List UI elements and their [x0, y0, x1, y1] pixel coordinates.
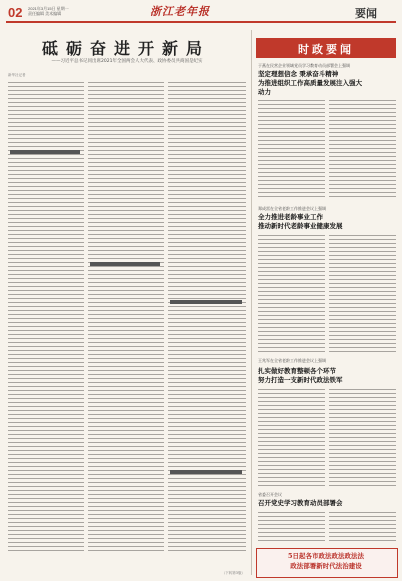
lead-subtitle: ——习近平总书记同出席2021年全国两会人大代表、政协委员共商国是纪实	[51, 59, 203, 64]
sidebar-article-body	[329, 235, 396, 353]
sidebar-article-title	[258, 367, 396, 385]
masthead-info	[28, 6, 69, 16]
sidebar-article-kicker: 郑成雷在全省老龄工作推进会议上强调	[258, 206, 326, 211]
lead-section-head	[90, 262, 160, 266]
newspaper-logo: 浙江老年报	[150, 5, 210, 18]
title-line: 召开党史学习教育动员部署会	[258, 499, 343, 507]
title-line: 推动新时代老龄事业健康发展	[258, 222, 343, 230]
sidebar-article-body	[329, 389, 396, 487]
masthead	[0, 0, 402, 22]
lead-section-head	[170, 470, 242, 474]
sidebar-article-body	[329, 100, 396, 200]
lead-headline: 砥砺奋进开新局	[41, 39, 210, 58]
masthead-editor: 责任编辑 美术编辑	[28, 11, 62, 16]
masthead-rule	[6, 21, 396, 23]
sidebar-banner-title: 时政要闻	[298, 43, 354, 56]
ad-line: 5日起各市政法政法政法法	[287, 552, 365, 560]
lead-section-head	[170, 300, 242, 304]
column-divider	[251, 30, 252, 575]
section-title: 要闻	[355, 7, 377, 20]
sidebar-article-kicker: 于燕在民营企业领域党员学习教育动员部署会上强调	[258, 63, 350, 68]
ad-line: 政法部署新时代法治建设	[290, 562, 362, 570]
title-line: 为推进组织工作高质量发展注入强大	[258, 79, 362, 87]
title-line: 努力打造一支新时代政法铁军	[258, 376, 343, 384]
ad-text	[258, 551, 394, 571]
title-line: 扎实做好教育整顿各个环节	[258, 367, 336, 375]
sidebar-article-body	[329, 512, 396, 544]
sidebar-article-title	[258, 213, 396, 231]
title-line: 坚定理想信念 秉承奋斗精神	[258, 70, 339, 78]
lead-column-2	[88, 82, 164, 552]
masthead-date: 2021年3月15日 星期一	[28, 6, 69, 11]
sidebar-article-kicker: 王兆军在全省老龄工作推进会议上强调	[258, 358, 326, 363]
sidebar-article-kicker: 省委召开会议	[258, 492, 282, 497]
title-line: 动力	[258, 88, 271, 96]
title-line: 全力推进老龄事业工作	[258, 213, 323, 221]
lead-byline: 新华社记者	[8, 73, 26, 77]
lead-column-3	[168, 82, 246, 552]
sidebar-article-body	[258, 235, 325, 353]
sidebar-article-body	[258, 389, 325, 487]
sidebar-article-title	[258, 70, 396, 97]
page-number: 02	[8, 5, 23, 20]
sidebar-article-body	[258, 512, 325, 544]
sidebar-article-body	[258, 100, 325, 200]
continued-note: （下转第3版）	[221, 571, 245, 575]
sidebar-article-title	[258, 499, 396, 508]
lead-section-head	[10, 150, 80, 154]
